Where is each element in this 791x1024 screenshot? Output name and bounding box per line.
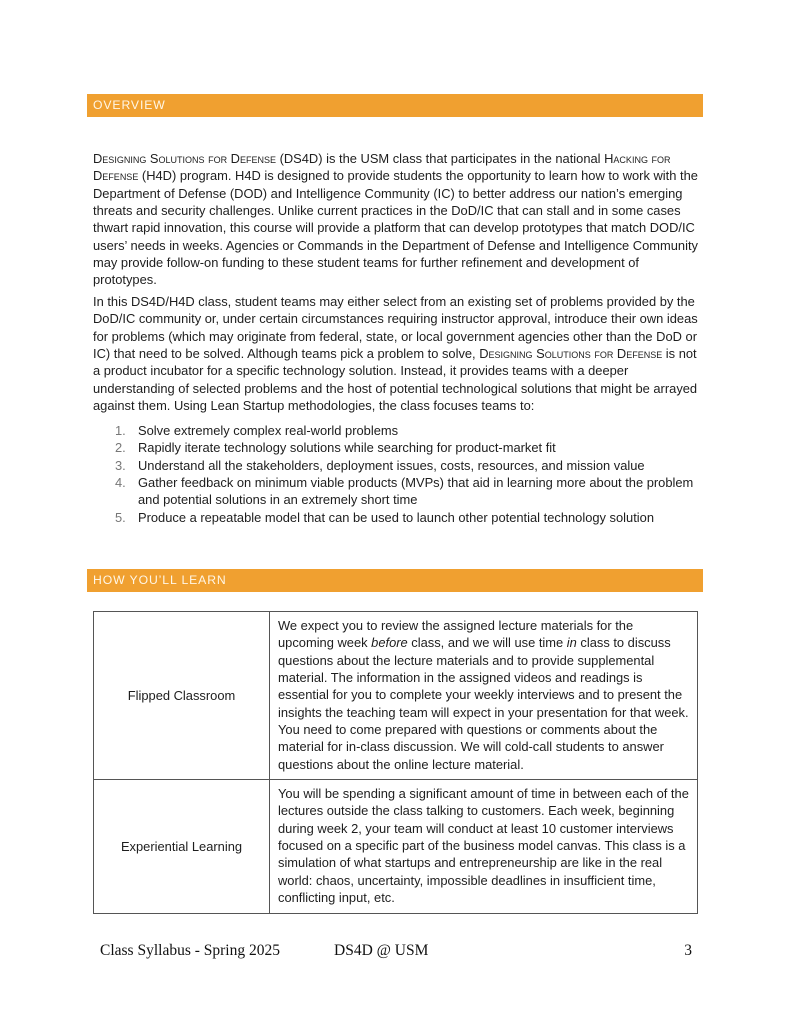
course-name: Designing Solutions for Defense [479, 346, 663, 362]
program-name: Hacking for Defense [93, 151, 671, 184]
footer-document-title: Class Syllabus - Spring 2025 [100, 942, 280, 959]
row-description [270, 612, 698, 780]
footer-course: DS4D @ USM [334, 942, 429, 959]
text-run: (DS4D) is the USM class that participates in the national [275, 151, 605, 166]
list-text: Rapidly iterate technology solutions while searching for product-market fit [138, 440, 556, 456]
list-item [93, 457, 705, 474]
table-row [94, 780, 698, 913]
text-run: (H4D) program. H4D is designed to provide students the opportunity to learn how to work with the Department of Defense (DOD) and Intelligence Community (IC) to better address our nation’s emerging threats and security challenges. Unlike current practices in the DoD/IC that can stall and in some cases thwart rapid innovation, this course will provide a platform that can develop prototypes that match DOD/IC users’ needs in weeks. Agencies or Commands in the Department of Defense and Intelligence Community may provide follow-on funding to these student teams for further refinement and development of prototypes. [93, 168, 698, 288]
row-label: Experiential Learning [94, 780, 270, 913]
list-number: 4. [115, 475, 126, 491]
how-youll-learn-heading: HOW YOU’LL LEARN [87, 569, 703, 592]
row-label: Flipped Classroom [94, 612, 270, 780]
focus-list [93, 422, 705, 526]
emphasis: before [371, 635, 408, 651]
row-description: You will be spending a significant amount of time in between each of the lectures outside the class talking to customers. Each week, beginning during week 2, your team will conduct at least 10 customer interviews focused on a specific part of the business model canvas. This class is a simulation of what startups and entrepreneurship are like in the real world: chaos, uncertainty, impossible deadlines in insufficient time, conflicting input, etc. [270, 780, 698, 913]
list-number: 5. [115, 509, 126, 525]
list-text: Understand all the stakeholders, deployment issues, costs, resources, and mission value [138, 457, 645, 473]
list-text: Produce a repeatable model that can be used to launch other potential technology solution [138, 509, 654, 525]
list-number: 1. [115, 423, 126, 438]
overview-heading: OVERVIEW [87, 94, 703, 117]
list-text: Gather feedback on minimum viable products (MVPs) that aid in learning more about the problem and potential solutions in an extremely short time [138, 475, 694, 508]
list-item [93, 439, 705, 456]
text-run: class, and we will use time [407, 635, 567, 651]
page-footer [100, 942, 692, 962]
emphasis: in [566, 635, 577, 651]
course-name: Designing Solutions for Defense [93, 151, 276, 166]
list-item [93, 509, 705, 526]
learning-methods-table [93, 611, 698, 914]
list-number: 2. [115, 440, 126, 456]
list-text: Solve extremely complex real-world problems [138, 423, 399, 438]
text-run: class to discuss questions about the lecture materials and to provide supplemental material. The information in the assigned videos and readings is essential for you to complete your weekly interviews and to present the insights the teaching team will expect in your presentation for that week. You need to come prepared with questions or comments about the material for in-class discussion. We will cold-call students to answer questions about the online lecture material. [278, 635, 689, 772]
overview-paragraph-2 [93, 293, 705, 414]
overview-paragraph-1 [93, 150, 705, 289]
list-item [93, 422, 705, 439]
table-row [94, 612, 698, 780]
page-number: 3 [684, 942, 692, 959]
text-run: is not a product incubator for a specific technology solution. Instead, it provides teams with a deeper understanding of selected problems and the host of potential technological solutions that might be arrayed against them. Using Lean Startup methodologies, the class focuses teams to: [93, 346, 698, 414]
text-run: We expect you to review the assigned lecture materials for the upcoming week [278, 618, 634, 651]
text-run: In this DS4D/H4D class, student teams may either select from an existing set of problems provided by the DoD/IC community or, under certain circumstances requiring instructor approval, introduce their own ideas for problems (which may originate from federal, state, or local government agencies other than the DoD or IC) that need to be solved. Although teams pick a problem to solve, [93, 294, 698, 362]
list-number: 3. [115, 457, 126, 473]
list-item [93, 474, 705, 509]
